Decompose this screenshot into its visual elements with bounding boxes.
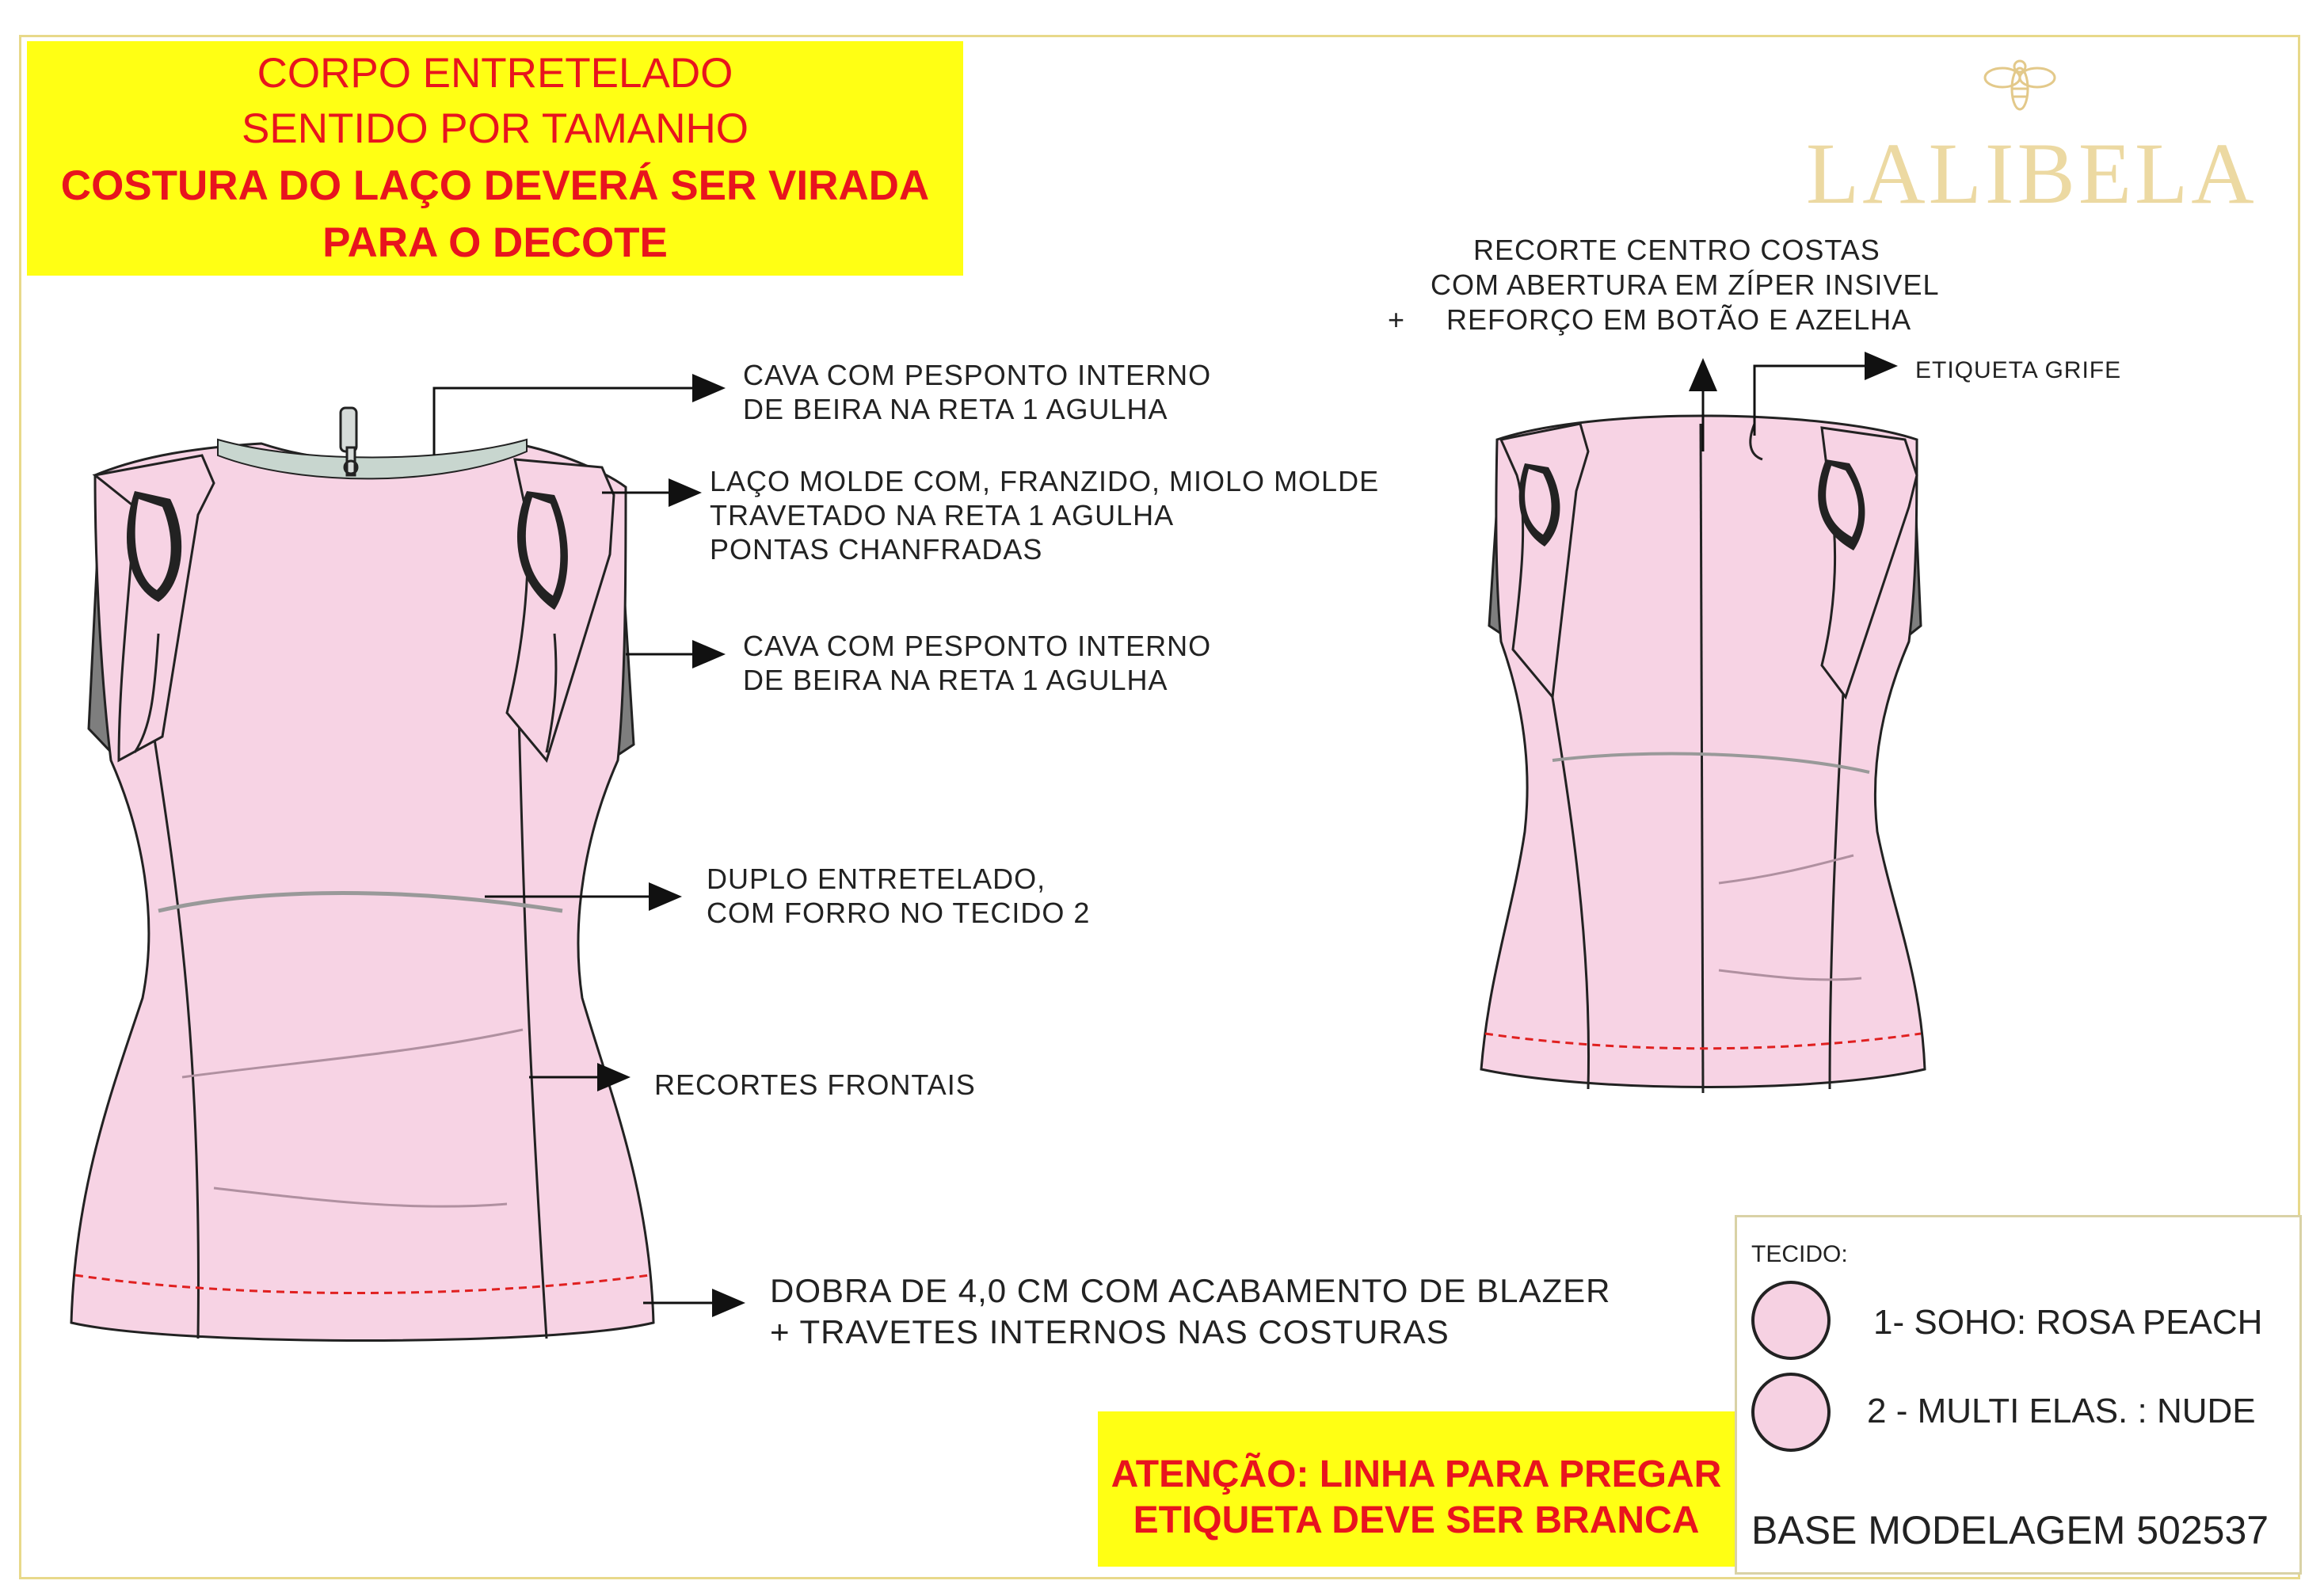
label-tag-note: ETIQUETA GRIFE: [1915, 357, 2122, 383]
laco-note: LAÇO MOLDE COM, FRANZIDO, MIOLO MOLDE TRAVETADO NA RETA 1 AGULHA PONTAS CHANFRADAS: [710, 465, 1380, 566]
fabric-swatch-2: [1751, 1373, 1831, 1452]
back-garment: [1481, 416, 1925, 1093]
bottom-note-line2: ETIQUETA DEVE SER BRANCA: [1133, 1499, 1700, 1541]
dobra-note: DOBRA DE 4,0 CM COM ACABAMENTO DE BLAZER + TRAVETES INTERNOS NAS COSTURAS: [770, 1272, 1611, 1350]
top-note-line3: COSTURA DO LAÇO DEVERÁ SER VIRADA: [60, 162, 930, 209]
back-note-line2: COM ABERTURA EM ZÍPER INSIVEL: [1431, 269, 1940, 301]
fabric-swatch-1: [1751, 1281, 1831, 1360]
back-note-line3: REFORÇO EM BOTÃO E AZELHA: [1446, 303, 1912, 336]
fabric-label-1: 1- SOHO: ROSA PEACH: [1873, 1303, 2263, 1342]
top-note-line1: CORPO ENTRETELADO: [257, 50, 733, 97]
recortes-note: RECORTES FRONTAIS: [654, 1068, 976, 1101]
back-note-plus: +: [1388, 303, 1406, 336]
cava-note-1: CAVA COM PESPONTO INTERNO DE BEIRA NA RETA 1 AGULHA: [743, 359, 1212, 425]
top-note-line4: PARA O DECOTE: [322, 219, 668, 266]
front-garment: [71, 408, 653, 1341]
top-note-line2: SENTIDO POR TAMANHO: [242, 105, 749, 152]
fabric-title: TECIDO:: [1751, 1241, 1848, 1267]
fabric-legend: [1735, 1215, 2302, 1575]
base-modelagem: BASE MODELAGEM 502537: [1751, 1508, 2269, 1552]
brand-logo: LALIBELA: [1806, 125, 2257, 222]
back-note-line1: RECORTE CENTRO COSTAS: [1473, 234, 1880, 266]
cava-note-2: CAVA COM PESPONTO INTERNO DE BEIRA NA RETA 1 AGULHA: [743, 630, 1212, 696]
duplo-note: DUPLO ENTRETELADO, COM FORRO NO TECIDO 2: [707, 863, 1091, 929]
bottom-note: [1098, 1411, 1735, 1567]
fabric-label-2: 2 - MULTI ELAS. : NUDE: [1867, 1392, 2256, 1430]
bottom-note-line1: ATENÇÃO: LINHA PARA PREGAR: [1111, 1453, 1722, 1495]
